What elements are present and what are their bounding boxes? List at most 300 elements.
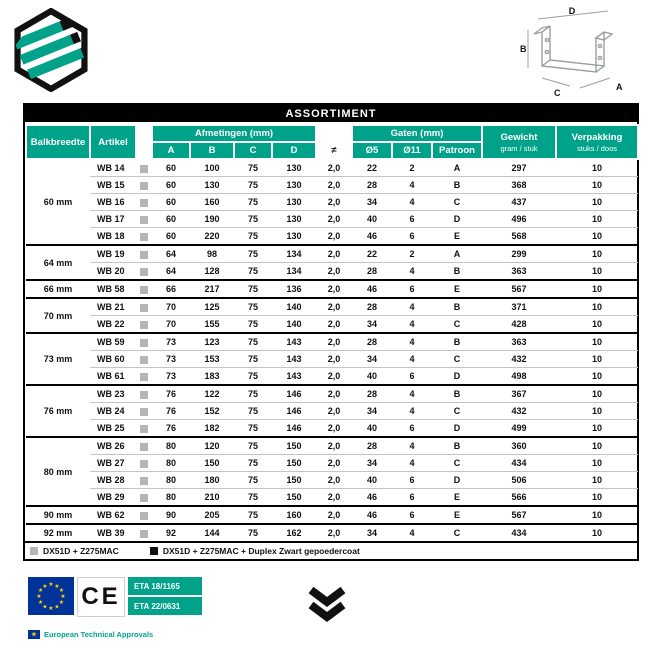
dim-d-cell: 130 <box>272 228 316 246</box>
verpakking-cell: 10 <box>556 211 638 228</box>
gewicht-cell: 428 <box>482 316 556 334</box>
dim-b-cell: 122 <box>190 385 234 403</box>
verpakking-cell: 10 <box>556 316 638 334</box>
dim-d-cell: 136 <box>272 280 316 298</box>
thickness-cell: 2,0 <box>316 298 352 316</box>
col-header-artikel: Artikel <box>90 125 136 159</box>
ce-mark: CE <box>77 577 125 617</box>
patroon-cell: D <box>432 211 482 228</box>
patroon-cell: C <box>432 403 482 420</box>
black-swatch-icon <box>150 547 158 555</box>
hole-o5-cell: 28 <box>352 263 392 281</box>
table-row <box>26 228 638 246</box>
dim-a-cell: 73 <box>152 351 190 368</box>
dim-b-cell: 153 <box>190 351 234 368</box>
patroon-cell: D <box>432 472 482 489</box>
svg-text:★: ★ <box>42 582 48 590</box>
hole-o5-cell: 28 <box>352 298 392 316</box>
balkbreedte-cell: 90 mm <box>26 506 90 524</box>
finish-swatch-cell <box>136 245 152 263</box>
finish-swatch-icon <box>140 199 148 207</box>
patroon-cell: D <box>432 420 482 438</box>
eta-caption <box>28 630 153 639</box>
finish-swatch-icon <box>140 530 148 538</box>
thickness-cell: 2,0 <box>316 489 352 507</box>
approvals-cluster <box>28 577 202 617</box>
finish-swatch-icon <box>140 233 148 241</box>
hole-o5-cell: 46 <box>352 489 392 507</box>
verpakking-cell: 10 <box>556 177 638 194</box>
finish-swatch-cell <box>136 263 152 281</box>
table-row <box>26 368 638 386</box>
table-row <box>26 437 638 455</box>
dim-b-cell: 125 <box>190 298 234 316</box>
table-row <box>26 403 638 420</box>
dim-d-cell: 134 <box>272 263 316 281</box>
dim-a-cell: 92 <box>152 524 190 541</box>
assortiment-grid <box>25 124 639 541</box>
artikel-cell: WB 17 <box>90 211 136 228</box>
finish-legend <box>25 541 637 559</box>
table-row <box>26 472 638 489</box>
thickness-cell: 2,0 <box>316 245 352 263</box>
mini-eu-flag-icon: ★ <box>28 630 40 639</box>
svg-text:★: ★ <box>54 603 60 611</box>
col-header-a: A <box>152 142 190 159</box>
dim-a-cell: 66 <box>152 280 190 298</box>
thickness-cell: 2,0 <box>316 472 352 489</box>
diagram-label-d: D <box>568 6 576 16</box>
dim-d-cell: 143 <box>272 351 316 368</box>
svg-text:★: ★ <box>37 599 44 607</box>
gewicht-cell: 367 <box>482 385 556 403</box>
hole-o11-cell: 4 <box>392 351 432 368</box>
artikel-cell: WB 14 <box>90 159 136 177</box>
dim-c-cell: 75 <box>234 316 272 334</box>
svg-text:★: ★ <box>58 587 65 595</box>
header-row-groups <box>26 125 638 142</box>
dim-d-cell: 146 <box>272 420 316 438</box>
verpakking-cell: 10 <box>556 263 638 281</box>
thickness-cell: 2,0 <box>316 228 352 246</box>
table-row <box>26 351 638 368</box>
hole-o5-cell: 28 <box>352 177 392 194</box>
verpakking-cell: 10 <box>556 385 638 403</box>
finish-swatch-cell <box>136 489 152 507</box>
dim-a-cell: 73 <box>152 333 190 351</box>
gewicht-sublabel: gram / stuk <box>500 143 538 153</box>
svg-text:★: ★ <box>48 581 54 589</box>
patroon-cell: A <box>432 245 482 263</box>
hole-o11-cell: 4 <box>392 298 432 316</box>
dim-c-cell: 75 <box>234 524 272 541</box>
dim-c-cell: 75 <box>234 194 272 211</box>
dim-c-cell: 75 <box>234 472 272 489</box>
dim-b-cell: 205 <box>190 506 234 524</box>
patroon-cell: E <box>432 280 482 298</box>
dim-d-cell: 150 <box>272 437 316 455</box>
dim-c-cell: 75 <box>234 489 272 507</box>
thickness-cell: 2,0 <box>316 194 352 211</box>
thickness-cell: 2,0 <box>316 420 352 438</box>
gewicht-cell: 566 <box>482 489 556 507</box>
thickness-cell: 2,0 <box>316 524 352 541</box>
thickness-cell: 2,0 <box>316 159 352 177</box>
gewicht-cell: 360 <box>482 437 556 455</box>
hole-o11-cell: 6 <box>392 420 432 438</box>
dim-c-cell: 75 <box>234 420 272 438</box>
dim-b-cell: 210 <box>190 489 234 507</box>
dim-c-cell: 75 <box>234 351 272 368</box>
thickness-cell: 2,0 <box>316 316 352 334</box>
patroon-cell: E <box>432 228 482 246</box>
finish-swatch-icon <box>140 268 148 276</box>
verpakking-cell: 10 <box>556 506 638 524</box>
dim-a-cell: 60 <box>152 228 190 246</box>
thickness-cell: 2,0 <box>316 351 352 368</box>
svg-text:★: ★ <box>36 593 42 601</box>
table-row <box>26 263 638 281</box>
verpakking-cell: 10 <box>556 333 638 351</box>
dim-a-cell: 80 <box>152 437 190 455</box>
verpakking-cell: 10 <box>556 351 638 368</box>
hole-o11-cell: 2 <box>392 159 432 177</box>
gewicht-cell: 432 <box>482 351 556 368</box>
finish-swatch-cell <box>136 385 152 403</box>
finish-swatch-cell <box>136 280 152 298</box>
dim-a-cell: 80 <box>152 455 190 472</box>
finish-swatch-icon <box>140 339 148 347</box>
artikel-cell: WB 25 <box>90 420 136 438</box>
dim-b-cell: 150 <box>190 455 234 472</box>
gewicht-cell: 363 <box>482 263 556 281</box>
dim-c-cell: 75 <box>234 177 272 194</box>
dim-d-cell: 162 <box>272 524 316 541</box>
table-row <box>26 159 638 177</box>
thickness-cell: 2,0 <box>316 211 352 228</box>
balkbreedte-cell: 64 mm <box>26 245 90 280</box>
hole-o5-cell: 46 <box>352 506 392 524</box>
finish-swatch-icon <box>140 165 148 173</box>
dim-a-cell: 64 <box>152 263 190 281</box>
artikel-cell: WB 22 <box>90 316 136 334</box>
col-header-gaten: Gaten (mm) <box>352 125 482 142</box>
diagram-label-a: A <box>616 82 623 92</box>
col-header-gewicht <box>482 125 556 159</box>
dim-d-cell: 150 <box>272 489 316 507</box>
col-header-thickness: ≠ <box>316 142 352 159</box>
hole-o5-cell: 22 <box>352 245 392 263</box>
dim-a-cell: 60 <box>152 194 190 211</box>
thickness-cell: 2,0 <box>316 368 352 386</box>
hole-o11-cell: 4 <box>392 194 432 211</box>
gewicht-cell: 432 <box>482 403 556 420</box>
dim-a-cell: 60 <box>152 177 190 194</box>
dim-d-cell: 130 <box>272 177 316 194</box>
dim-d-cell: 146 <box>272 385 316 403</box>
dim-c-cell: 75 <box>234 455 272 472</box>
product-diagram <box>512 6 642 100</box>
patroon-cell: B <box>432 177 482 194</box>
gewicht-cell: 437 <box>482 194 556 211</box>
finish-swatch-icon <box>140 391 148 399</box>
svg-text:★: ★ <box>54 582 60 590</box>
gewicht-cell: 567 <box>482 506 556 524</box>
col-header-c: C <box>234 142 272 159</box>
finish-swatch-cell <box>136 333 152 351</box>
hole-o11-cell: 4 <box>392 263 432 281</box>
dim-b-cell: 182 <box>190 420 234 438</box>
dim-a-cell: 80 <box>152 472 190 489</box>
dim-b-cell: 183 <box>190 368 234 386</box>
patroon-cell: B <box>432 333 482 351</box>
svg-text:★: ★ <box>48 605 54 613</box>
finish-swatch-cell <box>136 298 152 316</box>
dim-b-cell: 120 <box>190 437 234 455</box>
artikel-cell: WB 19 <box>90 245 136 263</box>
patroon-cell: D <box>432 368 482 386</box>
finish-swatch-cell <box>136 524 152 541</box>
thickness-cell: 2,0 <box>316 455 352 472</box>
hole-o5-cell: 40 <box>352 472 392 489</box>
hole-o11-cell: 6 <box>392 489 432 507</box>
diagram-label-b: B <box>520 44 527 54</box>
dim-d-cell: 146 <box>272 403 316 420</box>
dim-b-cell: 123 <box>190 333 234 351</box>
artikel-cell: WB 39 <box>90 524 136 541</box>
hole-o5-cell: 46 <box>352 228 392 246</box>
diagram-label-c: C <box>554 88 561 98</box>
dim-d-cell: 150 <box>272 472 316 489</box>
thickness-cell: 2,0 <box>316 506 352 524</box>
dim-b-cell: 152 <box>190 403 234 420</box>
artikel-cell: WB 15 <box>90 177 136 194</box>
hole-o11-cell: 4 <box>392 455 432 472</box>
hole-o11-cell: 6 <box>392 280 432 298</box>
hole-o11-cell: 4 <box>392 437 432 455</box>
finish-swatch-cell <box>136 316 152 334</box>
patroon-cell: C <box>432 194 482 211</box>
verpakking-cell: 10 <box>556 524 638 541</box>
dim-a-cell: 73 <box>152 368 190 386</box>
verpakking-cell: 10 <box>556 489 638 507</box>
finish-swatch-cell <box>136 159 152 177</box>
verpakking-cell: 10 <box>556 368 638 386</box>
balkbreedte-cell: 92 mm <box>26 524 90 541</box>
artikel-cell: WB 58 <box>90 280 136 298</box>
dim-d-cell: 143 <box>272 368 316 386</box>
dim-c-cell: 75 <box>234 403 272 420</box>
dim-b-cell: 217 <box>190 280 234 298</box>
dim-c-cell: 75 <box>234 245 272 263</box>
hole-o5-cell: 46 <box>352 280 392 298</box>
finish-swatch-icon <box>140 182 148 190</box>
eta-caption-text: European Technical Approvals <box>44 630 154 639</box>
dim-c-cell: 75 <box>234 211 272 228</box>
patroon-cell: C <box>432 524 482 541</box>
finish-swatch-icon <box>140 425 148 433</box>
dim-c-cell: 75 <box>234 368 272 386</box>
chevron-down-icon <box>306 587 348 623</box>
patroon-cell: C <box>432 316 482 334</box>
col-header-d: D <box>272 142 316 159</box>
finish-swatch-cell <box>136 368 152 386</box>
eta-line: ETA 22/0631 <box>128 597 202 615</box>
eta-line: ETA 18/1165 <box>128 577 202 595</box>
finish-swatch-cell <box>136 177 152 194</box>
hole-o5-cell: 40 <box>352 420 392 438</box>
balkbreedte-cell: 60 mm <box>26 159 90 245</box>
dim-b-cell: 155 <box>190 316 234 334</box>
finish-swatch-icon <box>140 494 148 502</box>
finish-swatch-cell <box>136 506 152 524</box>
verpakking-cell: 10 <box>556 455 638 472</box>
finish-swatch-icon <box>140 251 148 259</box>
thickness-cell: 2,0 <box>316 385 352 403</box>
verpakking-cell: 10 <box>556 298 638 316</box>
dim-a-cell: 76 <box>152 403 190 420</box>
dim-b-cell: 220 <box>190 228 234 246</box>
finish-swatch-icon <box>140 512 148 520</box>
dim-a-cell: 90 <box>152 506 190 524</box>
dim-d-cell: 150 <box>272 455 316 472</box>
verpakking-cell: 10 <box>556 437 638 455</box>
brand-logo <box>12 8 90 92</box>
finish-swatch-cell <box>136 455 152 472</box>
gewicht-cell: 496 <box>482 211 556 228</box>
balkbreedte-cell: 66 mm <box>26 280 90 298</box>
hole-o5-cell: 40 <box>352 211 392 228</box>
dim-a-cell: 70 <box>152 316 190 334</box>
eu-flag <box>28 577 74 615</box>
gewicht-label: Gewicht <box>500 131 538 143</box>
verpakking-cell: 10 <box>556 403 638 420</box>
thickness-cell: 2,0 <box>316 403 352 420</box>
hole-o5-cell: 34 <box>352 351 392 368</box>
gewicht-cell: 498 <box>482 368 556 386</box>
verpakking-cell: 10 <box>556 280 638 298</box>
dim-b-cell: 128 <box>190 263 234 281</box>
svg-text:★: ★ <box>42 603 48 611</box>
dim-b-cell: 144 <box>190 524 234 541</box>
col-header-b: B <box>190 142 234 159</box>
legend-item <box>30 546 119 556</box>
hole-o5-cell: 40 <box>352 368 392 386</box>
patroon-cell: E <box>432 506 482 524</box>
verpakking-sublabel: stuks / doos <box>576 143 618 153</box>
verpakking-cell: 10 <box>556 159 638 177</box>
hole-o11-cell: 4 <box>392 524 432 541</box>
dim-a-cell: 64 <box>152 245 190 263</box>
finish-swatch-cell <box>136 228 152 246</box>
gewicht-cell: 434 <box>482 455 556 472</box>
dim-c-cell: 75 <box>234 159 272 177</box>
balkbreedte-cell: 73 mm <box>26 333 90 385</box>
table-title: ASSORTIMENT <box>25 105 637 124</box>
table-row <box>26 177 638 194</box>
hole-o5-cell: 34 <box>352 194 392 211</box>
dim-b-cell: 98 <box>190 245 234 263</box>
hole-o5-cell: 28 <box>352 385 392 403</box>
hole-o5-cell: 28 <box>352 437 392 455</box>
artikel-cell: WB 27 <box>90 455 136 472</box>
balkbreedte-cell: 70 mm <box>26 298 90 333</box>
dim-b-cell: 100 <box>190 159 234 177</box>
hole-o11-cell: 6 <box>392 506 432 524</box>
finish-swatch-cell <box>136 420 152 438</box>
finish-swatch-cell <box>136 437 152 455</box>
balkbreedte-cell: 80 mm <box>26 437 90 506</box>
hole-o11-cell: 6 <box>392 472 432 489</box>
gewicht-cell: 499 <box>482 420 556 438</box>
col-header-o11: Ø11 <box>392 142 432 159</box>
table-row <box>26 211 638 228</box>
hole-o11-cell: 6 <box>392 228 432 246</box>
table-row <box>26 298 638 316</box>
artikel-cell: WB 23 <box>90 385 136 403</box>
patroon-cell: B <box>432 385 482 403</box>
svg-text:★: ★ <box>37 587 44 595</box>
finish-swatch-icon <box>140 304 148 312</box>
finish-swatch-cell <box>136 351 152 368</box>
gewicht-cell: 371 <box>482 298 556 316</box>
gewicht-cell: 568 <box>482 228 556 246</box>
hole-o5-cell: 34 <box>352 455 392 472</box>
finish-swatch-icon <box>140 356 148 364</box>
finish-swatch-icon <box>140 477 148 485</box>
artikel-cell: WB 60 <box>90 351 136 368</box>
verpakking-cell: 10 <box>556 472 638 489</box>
dim-d-cell: 143 <box>272 333 316 351</box>
dim-d-cell: 134 <box>272 245 316 263</box>
dim-d-cell: 130 <box>272 194 316 211</box>
finish-swatch-cell <box>136 403 152 420</box>
verpakking-cell: 10 <box>556 194 638 211</box>
col-header-balkbreedte: Balkbreedte <box>26 125 90 159</box>
dim-a-cell: 80 <box>152 489 190 507</box>
verpakking-cell: 10 <box>556 228 638 246</box>
finish-swatch-icon <box>140 460 148 468</box>
dim-c-cell: 75 <box>234 228 272 246</box>
dim-b-cell: 130 <box>190 177 234 194</box>
patroon-cell: B <box>432 437 482 455</box>
hole-o11-cell: 4 <box>392 316 432 334</box>
gewicht-cell: 506 <box>482 472 556 489</box>
dim-d-cell: 130 <box>272 211 316 228</box>
dim-b-cell: 190 <box>190 211 234 228</box>
finish-swatch-icon <box>140 408 148 416</box>
dim-a-cell: 60 <box>152 159 190 177</box>
gewicht-cell: 368 <box>482 177 556 194</box>
patroon-cell: B <box>432 298 482 316</box>
hole-o11-cell: 6 <box>392 211 432 228</box>
eta-stack <box>128 577 202 615</box>
svg-text:★: ★ <box>58 599 65 607</box>
artikel-cell: WB 18 <box>90 228 136 246</box>
artikel-cell: WB 59 <box>90 333 136 351</box>
table-row <box>26 245 638 263</box>
dim-d-cell: 140 <box>272 298 316 316</box>
verpakking-cell: 10 <box>556 420 638 438</box>
hexagon-logo-icon <box>12 8 90 92</box>
dim-d-cell: 160 <box>272 506 316 524</box>
artikel-cell: WB 61 <box>90 368 136 386</box>
finish-swatch-icon <box>140 216 148 224</box>
col-header-patroon: Patroon <box>432 142 482 159</box>
thickness-cell: 2,0 <box>316 280 352 298</box>
gewicht-cell: 363 <box>482 333 556 351</box>
patroon-cell: B <box>432 263 482 281</box>
